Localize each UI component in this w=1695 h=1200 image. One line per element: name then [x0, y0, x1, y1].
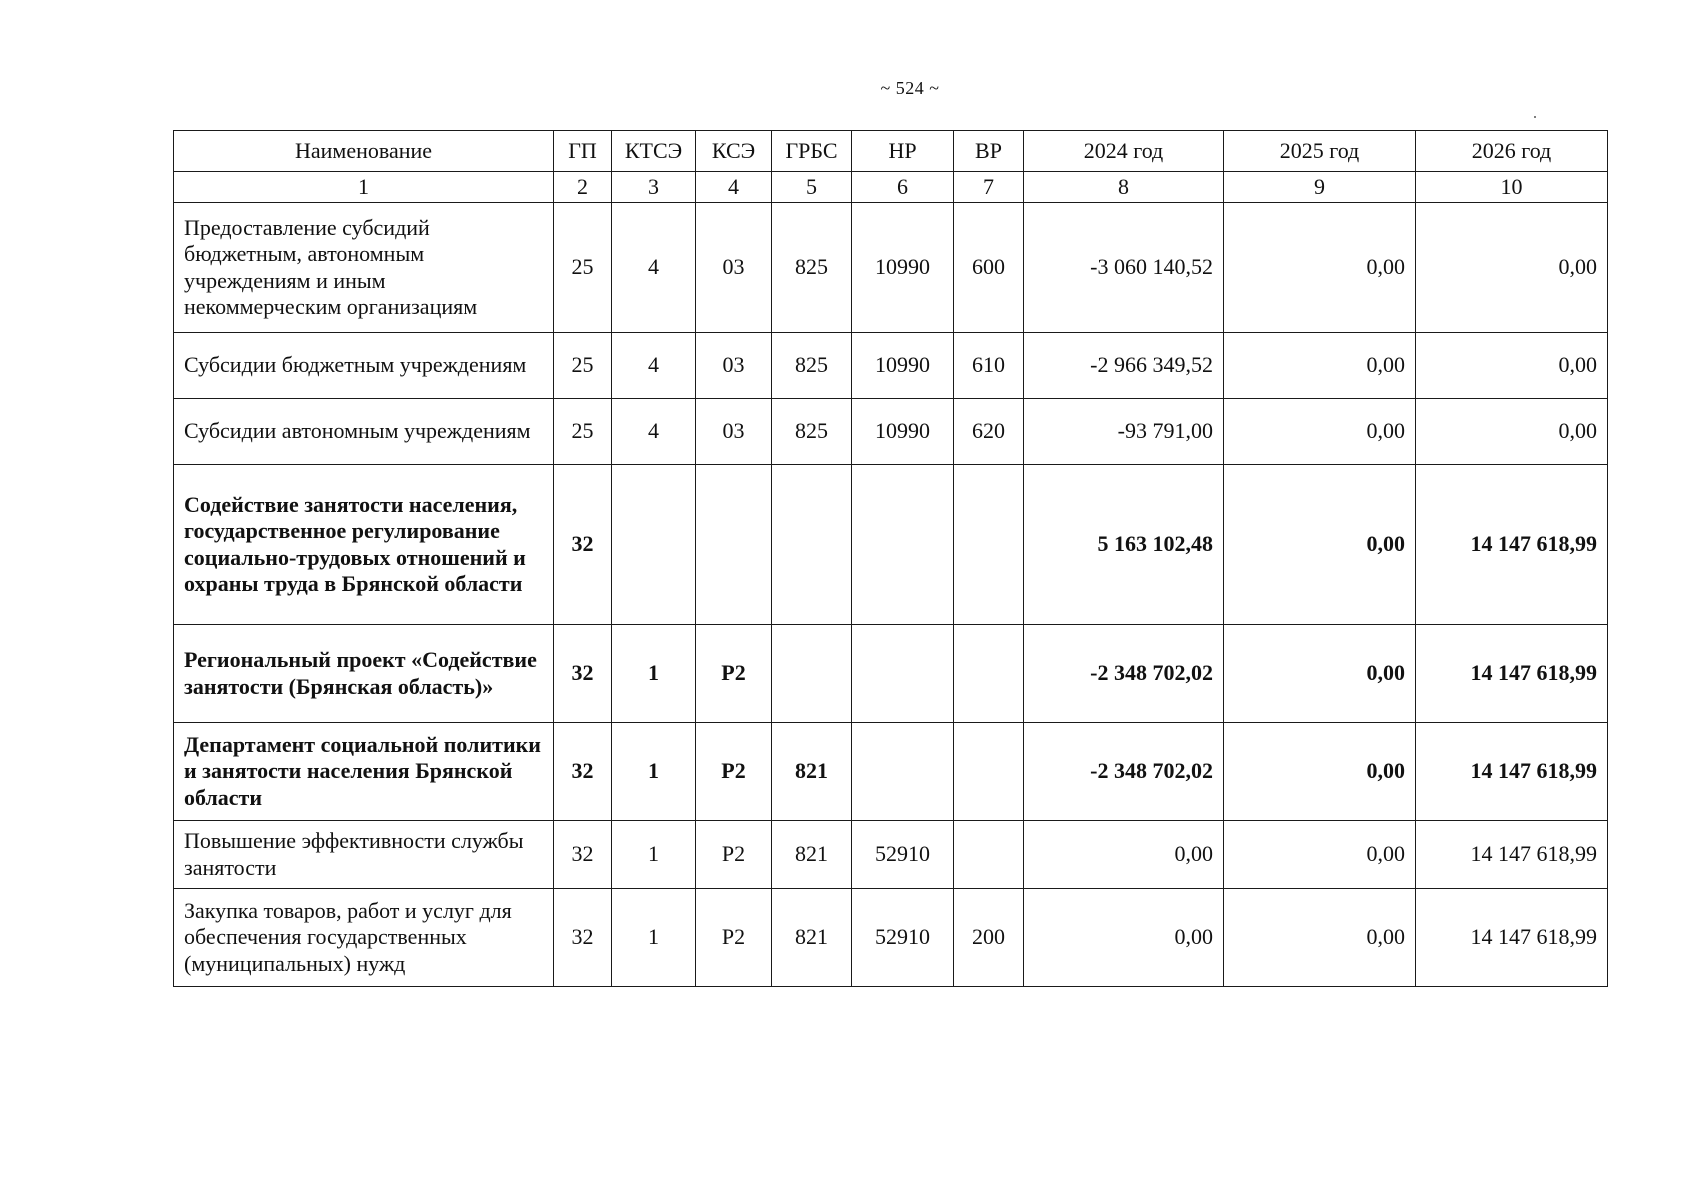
table-row [174, 821, 1608, 889]
row-2025: 0,00 [1224, 333, 1416, 399]
row-nr: 52910 [852, 889, 954, 987]
row-gp: 25 [554, 399, 612, 465]
table-row [174, 203, 1608, 333]
row-ktse: 4 [612, 333, 696, 399]
row-vr: 620 [954, 399, 1024, 465]
row-ktse: 4 [612, 399, 696, 465]
column-header-name: Наименование [174, 131, 554, 172]
row-2024: -2 966 349,52 [1024, 333, 1224, 399]
column-number: 6 [852, 172, 954, 203]
row-gp: 32 [554, 723, 612, 821]
row-2024: -2 348 702,02 [1024, 625, 1224, 723]
table-row [174, 723, 1608, 821]
table-row [174, 889, 1608, 987]
row-kse: Р2 [696, 625, 772, 723]
column-header-kse: КСЭ [696, 131, 772, 172]
row-vr: 610 [954, 333, 1024, 399]
row-2025: 0,00 [1224, 723, 1416, 821]
row-grbs: 821 [772, 723, 852, 821]
row-gp: 32 [554, 889, 612, 987]
row-kse: Р2 [696, 821, 772, 889]
row-name: Содействие занятости населения, государственное регулирование социально-трудовых отношений и охраны труда в Брянской области [174, 465, 554, 625]
row-gp: 32 [554, 465, 612, 625]
row-2024: 0,00 [1024, 889, 1224, 987]
column-number: 5 [772, 172, 852, 203]
row-nr: 10990 [852, 399, 954, 465]
row-nr [852, 465, 954, 625]
row-2024: 0,00 [1024, 821, 1224, 889]
row-gp: 25 [554, 203, 612, 333]
row-2026: 14 147 618,99 [1416, 821, 1608, 889]
row-2026: 0,00 [1416, 203, 1608, 333]
row-kse: 03 [696, 399, 772, 465]
row-vr: 200 [954, 889, 1024, 987]
row-ktse: 1 [612, 723, 696, 821]
row-ktse: 1 [612, 889, 696, 987]
table-row [174, 399, 1608, 465]
row-name: Закупка товаров, работ и услуг для обеспечения государственных (муниципальных) нужд [174, 889, 554, 987]
row-2025: 0,00 [1224, 399, 1416, 465]
row-name: Повышение эффективности службы занятости [174, 821, 554, 889]
row-name: Субсидии бюджетным учреждениям [174, 333, 554, 399]
scan-speck [1534, 116, 1536, 118]
row-name: Субсидии автономным учреждениям [174, 399, 554, 465]
row-2026: 14 147 618,99 [1416, 889, 1608, 987]
column-header-gp: ГП [554, 131, 612, 172]
row-ktse: 1 [612, 625, 696, 723]
row-nr [852, 625, 954, 723]
row-gp: 32 [554, 821, 612, 889]
column-header-ktse: КТСЭ [612, 131, 696, 172]
row-grbs: 825 [772, 333, 852, 399]
row-vr [954, 723, 1024, 821]
row-nr: 10990 [852, 203, 954, 333]
table-row [174, 465, 1608, 625]
row-name: Предоставление субсидий бюджетным, автономным учреждениям и иным некоммерческим организациям [174, 203, 554, 333]
row-vr [954, 821, 1024, 889]
column-number: 4 [696, 172, 772, 203]
row-grbs [772, 465, 852, 625]
row-2025: 0,00 [1224, 821, 1416, 889]
column-number: 8 [1024, 172, 1224, 203]
column-number: 7 [954, 172, 1024, 203]
row-grbs: 821 [772, 821, 852, 889]
row-2024: -3 060 140,52 [1024, 203, 1224, 333]
row-vr: 600 [954, 203, 1024, 333]
column-header-2024: 2024 год [1024, 131, 1224, 172]
row-gp: 25 [554, 333, 612, 399]
row-name: Департамент социальной политики и занятости населения Брянской области [174, 723, 554, 821]
column-header-2025: 2025 год [1224, 131, 1416, 172]
row-kse: Р2 [696, 723, 772, 821]
column-number: 3 [612, 172, 696, 203]
row-kse: Р2 [696, 889, 772, 987]
row-2025: 0,00 [1224, 465, 1416, 625]
column-header-nr: НР [852, 131, 954, 172]
table-row [174, 625, 1608, 723]
row-nr: 52910 [852, 821, 954, 889]
row-2025: 0,00 [1224, 203, 1416, 333]
budget-table [173, 130, 1608, 987]
row-2024: -2 348 702,02 [1024, 723, 1224, 821]
row-grbs: 821 [772, 889, 852, 987]
column-header-vr: ВР [954, 131, 1024, 172]
table-row [174, 333, 1608, 399]
row-2026: 0,00 [1416, 399, 1608, 465]
row-2025: 0,00 [1224, 625, 1416, 723]
row-2026: 14 147 618,99 [1416, 625, 1608, 723]
column-header-2026: 2026 год [1416, 131, 1608, 172]
column-header-grbs: ГРБС [772, 131, 852, 172]
row-nr: 10990 [852, 333, 954, 399]
row-grbs: 825 [772, 203, 852, 333]
column-number: 10 [1416, 172, 1608, 203]
column-number-row [174, 172, 1608, 203]
row-vr [954, 625, 1024, 723]
row-2024: 5 163 102,48 [1024, 465, 1224, 625]
row-grbs: 825 [772, 399, 852, 465]
row-ktse [612, 465, 696, 625]
row-ktse: 4 [612, 203, 696, 333]
row-vr [954, 465, 1024, 625]
column-number: 9 [1224, 172, 1416, 203]
row-2025: 0,00 [1224, 889, 1416, 987]
row-grbs [772, 625, 852, 723]
row-kse: 03 [696, 203, 772, 333]
column-number: 2 [554, 172, 612, 203]
row-gp: 32 [554, 625, 612, 723]
row-ktse: 1 [612, 821, 696, 889]
column-number: 1 [174, 172, 554, 203]
page-number: ~ 524 ~ [880, 78, 940, 98]
row-nr [852, 723, 954, 821]
row-2026: 0,00 [1416, 333, 1608, 399]
header-row [174, 131, 1608, 172]
row-2026: 14 147 618,99 [1416, 465, 1608, 625]
row-2024: -93 791,00 [1024, 399, 1224, 465]
row-kse: 03 [696, 333, 772, 399]
row-2026: 14 147 618,99 [1416, 723, 1608, 821]
row-kse [696, 465, 772, 625]
row-name: Региональный проект «Содействие занятости (Брянская область)» [174, 625, 554, 723]
